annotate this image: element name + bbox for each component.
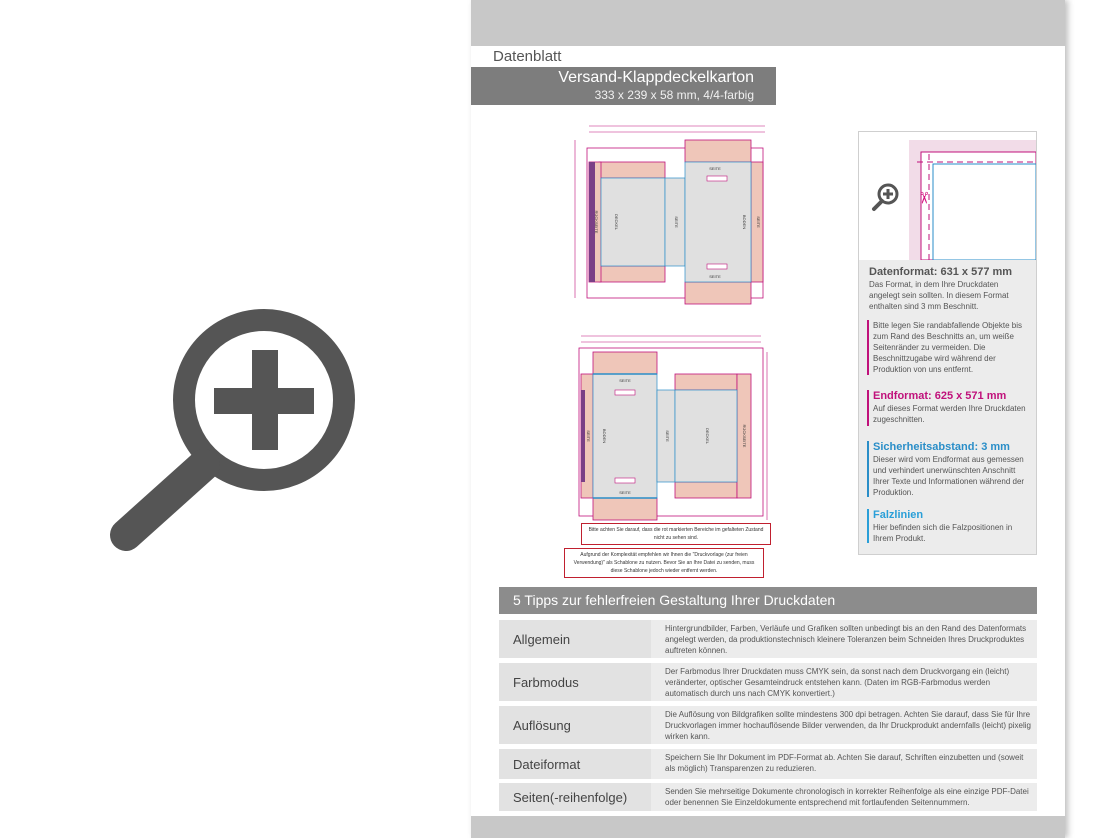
diagram-bottom-label-1: SEITE xyxy=(619,378,631,383)
sheet-bottom-band xyxy=(471,816,1065,838)
diagram-top-label-5: SEITE xyxy=(709,274,721,279)
tip-label: Farbmodus xyxy=(499,663,651,701)
zoom-in-icon[interactable] xyxy=(104,300,364,560)
title-bar xyxy=(471,67,776,105)
tip-text: Speichern Sie Ihr Dokument im PDF-Format ab. Achten Sie darauf, Schriften einzubetten und (soweit als möglich) Transparenzen zu reduzieren. xyxy=(665,753,1024,773)
diagram-bottom-label-6: RÜCKSEITE xyxy=(742,424,747,448)
tip-label: Allgemein xyxy=(499,620,651,658)
datenformat-text: Das Format, in dem Ihre Druckdaten angelegt sein sollten. In diesem Format enthalten sind 3 mm Beschnitt. xyxy=(869,280,1009,311)
product-subtitle: 333 x 239 x 58 mm, 4/4-farbig xyxy=(594,88,754,102)
diagram-top-label-6: RÜCKSEITE xyxy=(594,210,599,234)
tip-label: Auflösung xyxy=(499,706,651,744)
datenformat-heading: Datenformat: 631 x 577 mm xyxy=(869,266,1013,278)
note-template-usage: Aufgrund der Komplexität empfehlen wir Ihnen die "Druckvorlage (zur freien Verwendung)" als Schablone zu nutzen. Bevor Sie an Ihre Datei zu senden, muss diese Schablone jedoch wieder entfernt werden. xyxy=(564,548,764,578)
product-title: Versand-Klappdeckelkarton xyxy=(558,69,754,86)
dieline-diagram-top xyxy=(567,118,777,308)
diagram-bottom-label-7: SEITE xyxy=(586,430,591,442)
endformat-bar xyxy=(867,390,869,426)
tip-row-farbmodus xyxy=(499,663,1037,701)
data-sheet-page xyxy=(471,0,1065,838)
tip-row-dateiformat xyxy=(499,749,1037,779)
diagram-top-label-3: SEITE xyxy=(674,216,679,228)
sicherheit-bar xyxy=(867,441,869,497)
tip-text: Hintergrundbilder, Farben, Verläufe und Grafiken sollten unbedingt bis an den Rand des Datenformats angelegt werden, da produktionstechnisch kleinere Toleranzen beim Schneiden Ihres Druckproduktes auftreten können. xyxy=(665,624,1027,655)
beschnitt-bar xyxy=(867,320,869,375)
diagram-bottom-label-2: BODEN xyxy=(602,428,607,444)
sheet-top-band xyxy=(471,0,1065,46)
falz-bar xyxy=(867,509,869,543)
diagram-bottom-label-4: DECKEL xyxy=(705,427,710,445)
sicherheit-heading: Sicherheitsabstand: 3 mm xyxy=(873,441,1010,453)
tip-text: Die Auflösung von Bildgrafiken sollte mindestens 300 dpi betragen. Achten Sie darauf, dass Sie für Ihre Druckvorlagen immer hochauflösende Bilder verwenden, da Ihr Druckprodukt andernfalls (leicht) pixelig wirken kann. xyxy=(665,710,1031,741)
sicherheit-section xyxy=(873,440,1031,498)
tip-text: Senden Sie mehrseitige Dokumente chronologisch in korrekter Reihenfolge als eine einzige PDF-Datei oder benennen Sie Einzeldokumente entsprechend mit fortlaufenden Seitennummern. xyxy=(665,787,1029,807)
note-red-areas: Bitte achten Sie darauf, dass die rot markierten Bereiche im gefalteten Zustand nicht zu sehen sind. xyxy=(581,523,771,545)
datenformat-section xyxy=(869,265,1031,312)
tip-row-allgemein xyxy=(499,620,1037,658)
scissors-icon: ✂ xyxy=(914,191,932,205)
datenblatt-tab: Datenblatt xyxy=(471,46,591,67)
endformat-heading: Endformat: 625 x 571 mm xyxy=(873,390,1007,402)
falz-text: Hier befinden sich die Falzpositionen in Ihrem Produkt. xyxy=(873,523,1013,543)
format-preview xyxy=(859,132,1036,260)
tip-row-aufloesung xyxy=(499,706,1037,744)
beschnitt-section: Bitte legen Sie randabfallende Objekte bis zum Rand des Beschnitts an, um weiße Seitenränder zu vermeiden. Die Beschnittzugabe wird während der Produktion von uns entfernt. xyxy=(873,321,1022,374)
tips-header: 5 Tipps zur fehlerfreien Gestaltung Ihrer Druckdaten xyxy=(499,587,1037,614)
format-info-panel xyxy=(858,131,1037,555)
tip-row-seitenreihenfolge xyxy=(499,783,1037,811)
endformat-text: Auf dieses Format werden Ihre Druckdaten zugeschnitten. xyxy=(873,404,1026,424)
diagram-top-label-2: DECKEL xyxy=(614,213,619,231)
dieline-diagram-bottom xyxy=(571,330,776,525)
tip-label: Dateiformat xyxy=(499,749,651,779)
diagram-top-label-1: SEITE xyxy=(709,166,721,171)
diagram-bottom-label-5: SEITE xyxy=(619,490,631,495)
diagram-top-label-4: BODEN xyxy=(742,214,747,230)
sicherheit-text: Dieser wird vom Endformat aus gemessen und verhindert unerwünschten Anschnitt Ihrer Texte und Informationen während der Produktion. xyxy=(873,455,1025,497)
zoom-preview-icon[interactable] xyxy=(871,182,901,217)
tip-text: Der Farbmodus Ihrer Druckdaten muss CMYK sein, da sonst nach dem Druckvorgang ein (leicht) veränderter, optischer Gesamteindruck entstehen kann. (Daten im RGB-Farbmodus werden automatisch durch uns nach CMYK konvertiert.) xyxy=(665,667,1010,698)
endformat-section xyxy=(873,389,1031,425)
tip-label: Seiten(-reihenfolge) xyxy=(499,783,651,811)
falz-heading: Falzlinien xyxy=(873,509,924,521)
diagram-top-label-7: SEITE xyxy=(756,216,761,228)
diagram-bottom-label-3: SEITE xyxy=(665,430,670,442)
falz-section xyxy=(873,508,1031,544)
